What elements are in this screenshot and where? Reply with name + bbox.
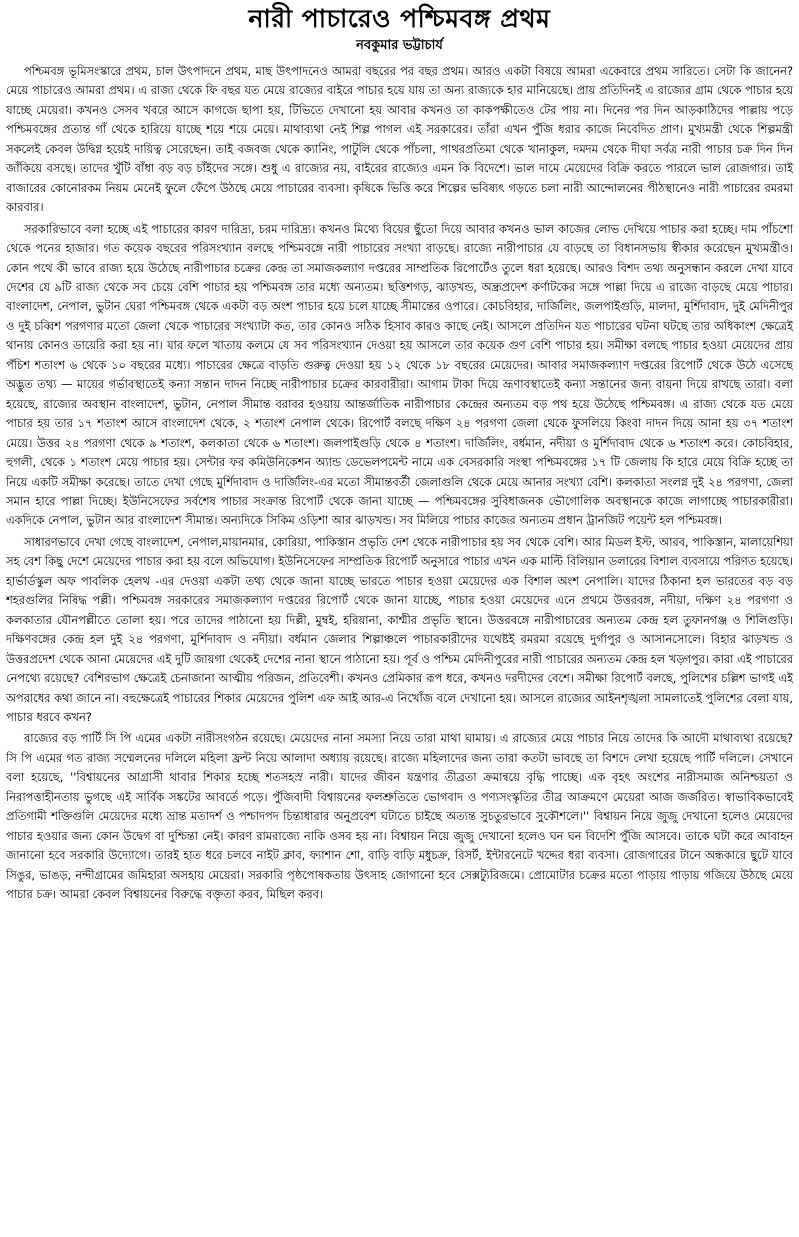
article-byline: নবকুমার ভট্টাচার্য bbox=[356, 38, 443, 53]
news-article bbox=[6, 0, 793, 1237]
article-body bbox=[6, 62, 793, 904]
paragraph-2: সরকারিভাবে বলা হচ্ছে এই পাচারের কারণ দারিদ্র্য, চরম দারিদ্র্য। কখনও মিথ্যে বিয়ের ছুঁতো দিয়ে আবার কখনও ভাল কাজের লোভ দেখিয়ে পাচার করা হচ্ছে। দাম পাঁচশো থেকে পনের হাজার। গত কয়েক বছরের পরিসংখ্যান বলছে পশ্চিমবঙ্গে নারী পাচারের সংখ্যা বাড়ছে। রাজ্যে নারীপাচার যে বাড়ছে তা বিধানসভায় স্বীকার করেছেন মুখ্যমন্ত্রীও। কোন পথে কী ভাবে রাজ্য হয়ে উঠেছে নারীপাচার চক্রের কেন্দ্র তা সমাজকল্যাণ দপ্তরের সাম্প্রতিক রিপোর্টেও তুলে ধরা হয়েছে। আরও বিশদ তথ্য অনুসন্ধান করলে দেখা যাবে দেশের যে ৯টি রাজ্য থেকে সব চেয়ে বেশি পাচার হয় পশ্চিমবঙ্গ তার মধ্যে অন্যতম। ছত্তিশগড়, ঝাড়খন্ড, অন্ধ্রপ্রদেশ কর্ণাটকের সঙ্গে পাল্লা দিয়ে এ রাজ্যে বাড়ছে মেয়ে পাচার। বাংলাদেশ, নেপাল, ভুটান ঘেরা পশ্চিমবঙ্গ থেকে একটা বড় অংশ পাচার হয়ে চলে যাচ্ছে সীমান্তের ওপারে। কোচবিহার, দার্জিলিং, জলপাইগুড়ি, মালদা, মুর্শিদাবাদ, দুই মেদিনীপুর ও দুই চব্বিশ পরগণার মতো জেলা থেকে পাচারের সংখ্যাটা কত, তার কোনও সঠিক হিসাব কারও কাছে নেই। আসলে প্রতিদিন যত পাচারের ঘটনা ঘটছে তার অধিকাংশ ক্ষেত্রেই থানায় কোনও ডায়েরি করা হয় না। যার ফলে খাতায় কলমে যে সব পরিসংখ্যান দেওয়া হয় আসলে তার কয়েক গুণ বেশি পাচার হয়। সমীক্ষা বলছে পাচার হওয়া মেয়েদের প্রায় পঁচিশ শতাংশ ৬ থেকে ১০ বছরের মধ্যে। পাচারের ক্ষেত্রে বাড়তি গুরুত্ব দেওয়া হয় ১২ থেকে ১৮ বছরের মেয়েদের। আবার সমাজকল্যাণ দপ্তরের রিপোর্ট থেকে উঠে এসেছে অদ্ভুত তথ্য — মায়ের গর্ভাবস্থাতেই কন্যা সন্তান দাদন নিচ্ছে নারীপাচার চক্রের কারবারীরা। আগাম টাকা দিয়ে ভ্রূণাবস্থাতেই কন্যা সন্তানের জন্য বায়না দিয়ে রাখছে তারা। বলা হয়েছে, রাজ্যের অবস্থান বাংলাদেশ, ভুটান, নেপাল সীমান্ত বরাবর হওয়ায় আন্তর্জাতিক নারীপাচার কেন্দ্রের অন্যতম বড় পথ হয়ে উঠেছে পশ্চিমবঙ্গ। এ রাজ্য থেকে যত মেয়ে পাচার হয় তার ১৭ শতাংশ আসে বাংলাদেশ থেকে, ২ শতাংশ নেপাল থেকে। রিপোর্ট বলছে দক্ষিণ ২৪ পরগণা জেলা থেকে ফুসলিয়ে কিংবা দাদন দিয়ে আনা হয় ৩৭ শতাংশ মেয়ে। উত্তর ২৪ পরগণা থেকে ৯ শতাংশ, কলকাতা থেকে ৬ শতাংশ। জলপাইগুড়ি থেকে ৪ শতাংশ। দার্জিলিং, বর্ধমান, নদীয়া ও মুর্শিদাবাদ থেকে ৬ শতাংশ করে। কোচবিহার, হুগলী, থেকে ১ শতাংশ মেয়ে পাচার হয়। সেন্টার ফর কমিউনিকেশন অ্যান্ড ডেভেলপমেন্ট নামে এক বেসরকারি সংস্থা পশ্চিমবঙ্গের ১৭ টি জেলায় কি হারে মেয়ে বিক্রি হচ্ছে তা নিয়ে একটি সমীক্ষা করেছে। তাতে দেখা গেছে মুর্শিদাবাদ ও দার্জিলিং-এর মতো সীমান্তবর্তী জেলাগুলি থেকে মেয়ে আনার সংখ্যা বেশি। কলকাতা সংলগ্ন দুই ২৪ পরগণা, জেলা সমান হারে পাল্লা দিচ্ছে। ইউনিসেফের সর্বশেষ পাচার সংক্রান্ত রিপোর্ট থেকে জানা যাচ্ছে — পশ্চিমবঙ্গের সুবিধাজনক ভৌগোলিক অবস্থানকে কাজে লাগাচ্ছে পাচারকারীরা। একদিকে নেপাল, ভুটান আর বাংলাদেশ সীমান্ত। অন্যদিকে সিকিম ওড়িশা আর ঝাড়খন্ড। সব মিলিয়ে পাচার কাজের অন্যতম প্রধান ট্রানজিট পয়েন্ট হল পশ্চিমবঙ্গ। bbox=[6, 221, 793, 528]
paragraph-4: রাজ্যের বড় পার্টি সি পি এমের একটা নারীসংগঠন রয়েছে। মেয়েদের নানা সমস্যা নিয়ে তারা মাথা ঘামায়। এ রাজ্যের মেয়ে পাচার নিয়ে তাদের কি আদৌ মাথাব্যথা রয়েছে? সি পি এমের গত রাজ্য সম্মেলনের দলিলে মহিলা ফ্রন্ট নিয়ে আলাদা অধ্যায় রয়েছে। রাজ্যে মহিলাদের জন্য তারা কতটা ভাবছে তা বিশদে লেখা হয়েছে পার্টি দলিলে। সেখানে বলা হয়েছে, ''বিশ্বায়নের আগ্রাসী থাবার শিকার হচ্ছে শতসহস্র নারী। যাদের জীবন যন্ত্রণার তীব্রতা ক্রমান্বয়ে বৃদ্ধি পাচ্ছে। এক বৃহৎ অংশের নারীসমাজ অনিশ্চয়তা ও নিরাপত্তাহীনতায় ভুগছে এই সার্বিক সঙ্কটের আবর্তে পড়ে। পুঁজিবাদী বিশ্বায়নের ফলশ্রুতিতে ভোগবাদ ও পণ্যসংস্কৃতির তীব্র আক্রমণে মেয়েরা আজ জর্জরিত। স্বাভাবিকভাবেই প্রতিগামী শক্তিগুলি মেয়েদের মধ্যে ভ্রান্ত মতাদর্শ ও পশ্চাদপদ চিন্তাধারার অনুপ্রবেশ ঘটাতে চাইছে অত্যন্ত সুচতুরভাবে সুকৌশলে।'' বিশ্বায়ন নিয়ে জুজু দেখানো হলেও মেয়েদের পাচার হওয়ার জন্য কোন উদ্বেগ বা দুশ্চিন্তা নেই। কারণ রামরাজ্যে নাকি ওসব হয় না। বিশ্বায়ন নিয়ে জুজু দেখানো হলেও ঘন ঘন বিদেশি পুঁজি আসবে। তাকে ঘটা করে আবাহন জানানো হবে সরকারি উদ্যোগে। তারই হাত ধরে চলবে নাইট ক্লাব, ফ্যাশান শো, বাড়ি বাড়ি মধুচক্র, রিসর্ট, ইন্টারনেটে খদ্দের ধরা ব্যবসা। রোজগারের টানে অন্ধকারে ছুটে যাবে সিঙুর, ভাঙড়, নন্দীগ্রামের জমিহারা অসহায় মেয়েরা। সরকারি পৃষ্ঠপোষকতায় উৎসাহ জোগানো হবে সেক্সট্যুরিজমে। প্রোমোটার চক্রের মতো পাড়ায় পাড়ায় গজিয়ে উঠছে মেয়ে পাচার চক্র। আমরা কেবল বিশ্বায়নের বিরুদ্ধে বক্তৃতা করব, মিছিল করব। bbox=[6, 731, 793, 902]
paragraph-1: পশ্চিমবঙ্গ ভূমিসংস্কারে প্রথম, চাল উৎপাদনে প্রথম, মাছ উৎপাদনেও আমরা বছরের পর বছর প্রথম। আরও একটা বিষয়ে আমরা একেবারে প্রথম সারিতে। সেটা কি জানেন? মেয়ে পাচারেও আমরা প্রথম। এ রাজ্য থেকে ফি বছর যত মেয়ে রাজ্যের বাইরে পাচার হয়ে যায় তা অন্য রাজ্যকে হার মানিয়েছে। প্রায় প্রতিদিনই এ রাজ্যের গ্রাম থেকে পাচার হয়ে যাচ্ছে মেয়েরা। কখনও সেসব খবরে আসে কাগজে ছাপা হয়, টিভিতে দেখানো হয় আবার কখনও তা কাকপক্ষীতেও টের পায় না। দিনের পর দিন আড়কাঠিদের পাল্লায় পড়ে পশ্চিমবঙ্গের প্রত্যন্ত গাঁ থেকে হারিয়ে যাচ্ছে শয়ে শয়ে মেয়ে। মাথাব্যথা নেই শিল্প পাগল এই সরকারের। তাঁরা এখন পুঁজি ধরার কাজে নিবেদিত প্রাণ। মুখ্যমন্ত্রী থেকে শিল্পমন্ত্রী সকলেই কেবল উদ্বিগ্ন হয়েই দায়িত্ব সেরেছেন। তাই বজবজ থেকে ক্যানিং, পাটুলি থেকে পাঁচলা, পাথরপ্রতিমা থেকে খানাকুল, দমদম থেকে দীঘা সর্বত্র নারী পাচার চক্র দিন দিন জাঁকিয়ে বসছে। তাদের খুঁটি বাঁধা বড় বড় চাঁইদের সঙ্গে। শুধু এ রাজ্যের নয়, বাইরের রাজ্যেও এমন কি বিদেশে। ভাল দামে মেয়েদের বিক্রি করতে পারলে ভাল রোজগার। তাই বাজারের কোনোরকম নিয়ম মেনেই ফুলে ফেঁপে উঠছে মেয়ে পাচারের ব্যবসা। কৃষিকে ভিত্তি করে শিল্পের ভবিষ্যৎ গড়তে চলা নারী আন্দোলনের পীঠস্থানেও নারী পাচারের রমরমা কারবার। bbox=[6, 64, 793, 215]
article-headline: নারী পাচারেও পশ্চিমবঙ্গ প্রথম bbox=[248, 4, 551, 33]
paragraph-3: সাধারণভাবে দেখা গেছে বাংলাদেশ, নেপাল,মায়ানমার, কোরিয়া, পাকিস্তান প্রভৃতি দেশ থেকে নারীপাচার হয় সব থেকে বেশি। আর মিডল ইস্ট, আরব, পাকিস্তান, মালায়েশিয়া সহ বেশ কিছু দেশে মেয়েদের পাচার করা হয় বলে অভিযোগ। ইউনিসেফের সাম্প্রতিক রিপোর্ট অনুসারে পাচার এখন এক মাল্টি বিলিয়ান ডলারের বিশাল ব্যবসায়ে পরিণত হয়েছে। হার্ভার্ডস্কুল অফ পাবলিক হেলথ -এর দেওয়া একটা তথ্য থেকে জানা যাচ্ছে ভারতে পাচার হওয়া মেয়েদের এক বিশাল অংশ নেপালি। যাদের ঠিকানা হল ভারতের বড় বড় শহরগুলির নিষিদ্ধ পল্লী। পশ্চিমবঙ্গ সরকারের সমাজকল্যাণ দপ্তরের রিপোর্ট থেকে জানা যাচ্ছে, পাচার হওয়া মেয়েদের এনে প্রথমে উত্তরবঙ্গ, নদীয়া, দক্ষিণ ২৪ পরগণা ও কলকাতার যৌনপল্লীতে তোলা হয়। পরে তাদের পাঠানো হয় দিল্লী, মুম্বই, হরিয়ানা, কাশ্মীর প্রভৃতি স্থানে। উত্তরবঙ্গে নারীপাচারের অন্যতম কেন্দ্র হল তুফানগঞ্জ ও শিলিগুড়ি। দক্ষিণবঙ্গের কেন্দ্র হল দুই ২৪ পরগণা, মুর্শিদাবাদ ও নদীয়া। বর্ধমান জেলার শিল্পাঞ্চলে পাচারকারীদের যথেষ্টই রমরমা রয়েছে দুর্গাপুর ও আসানসোলে। বিহার ঝাড়খন্ড ও উত্তরপ্রদেশ থেকে আনা মেয়েদের এই দুটি জায়গা থেকেই দেশের নানা স্থানে পাঠানো হয়। পূর্ব ও পশ্চিম মেদিনীপুরের নারী পাচারের অন্যতম কেন্দ্র হল খড়্গপুর। কারা এই পাচারের নেপথ্যে রয়েছে? বেশিরভাগ ক্ষেত্রেই চেনাজানা আত্মীয় পরিজন, প্রতিবেশী। কখনও প্রেমিকার রূপ ধরে, কখনও দরদীদের বেশে। সমীক্ষা রিপোর্ট বলছে, পুলিশের চল্লিশ ভাগই এই অপরাধের কথা জানে না। বহুক্ষেত্রেই পাচারের শিকার মেয়েদের পুলিশ এফ আই আর-এ নিখোঁজ বলে দেখানো হয়। আসলে রাজ্যের আইনশৃঙ্খলা সামলাতেই পুলিশের বেলা যায়, পাচার ধরবে কখন? bbox=[6, 534, 793, 724]
